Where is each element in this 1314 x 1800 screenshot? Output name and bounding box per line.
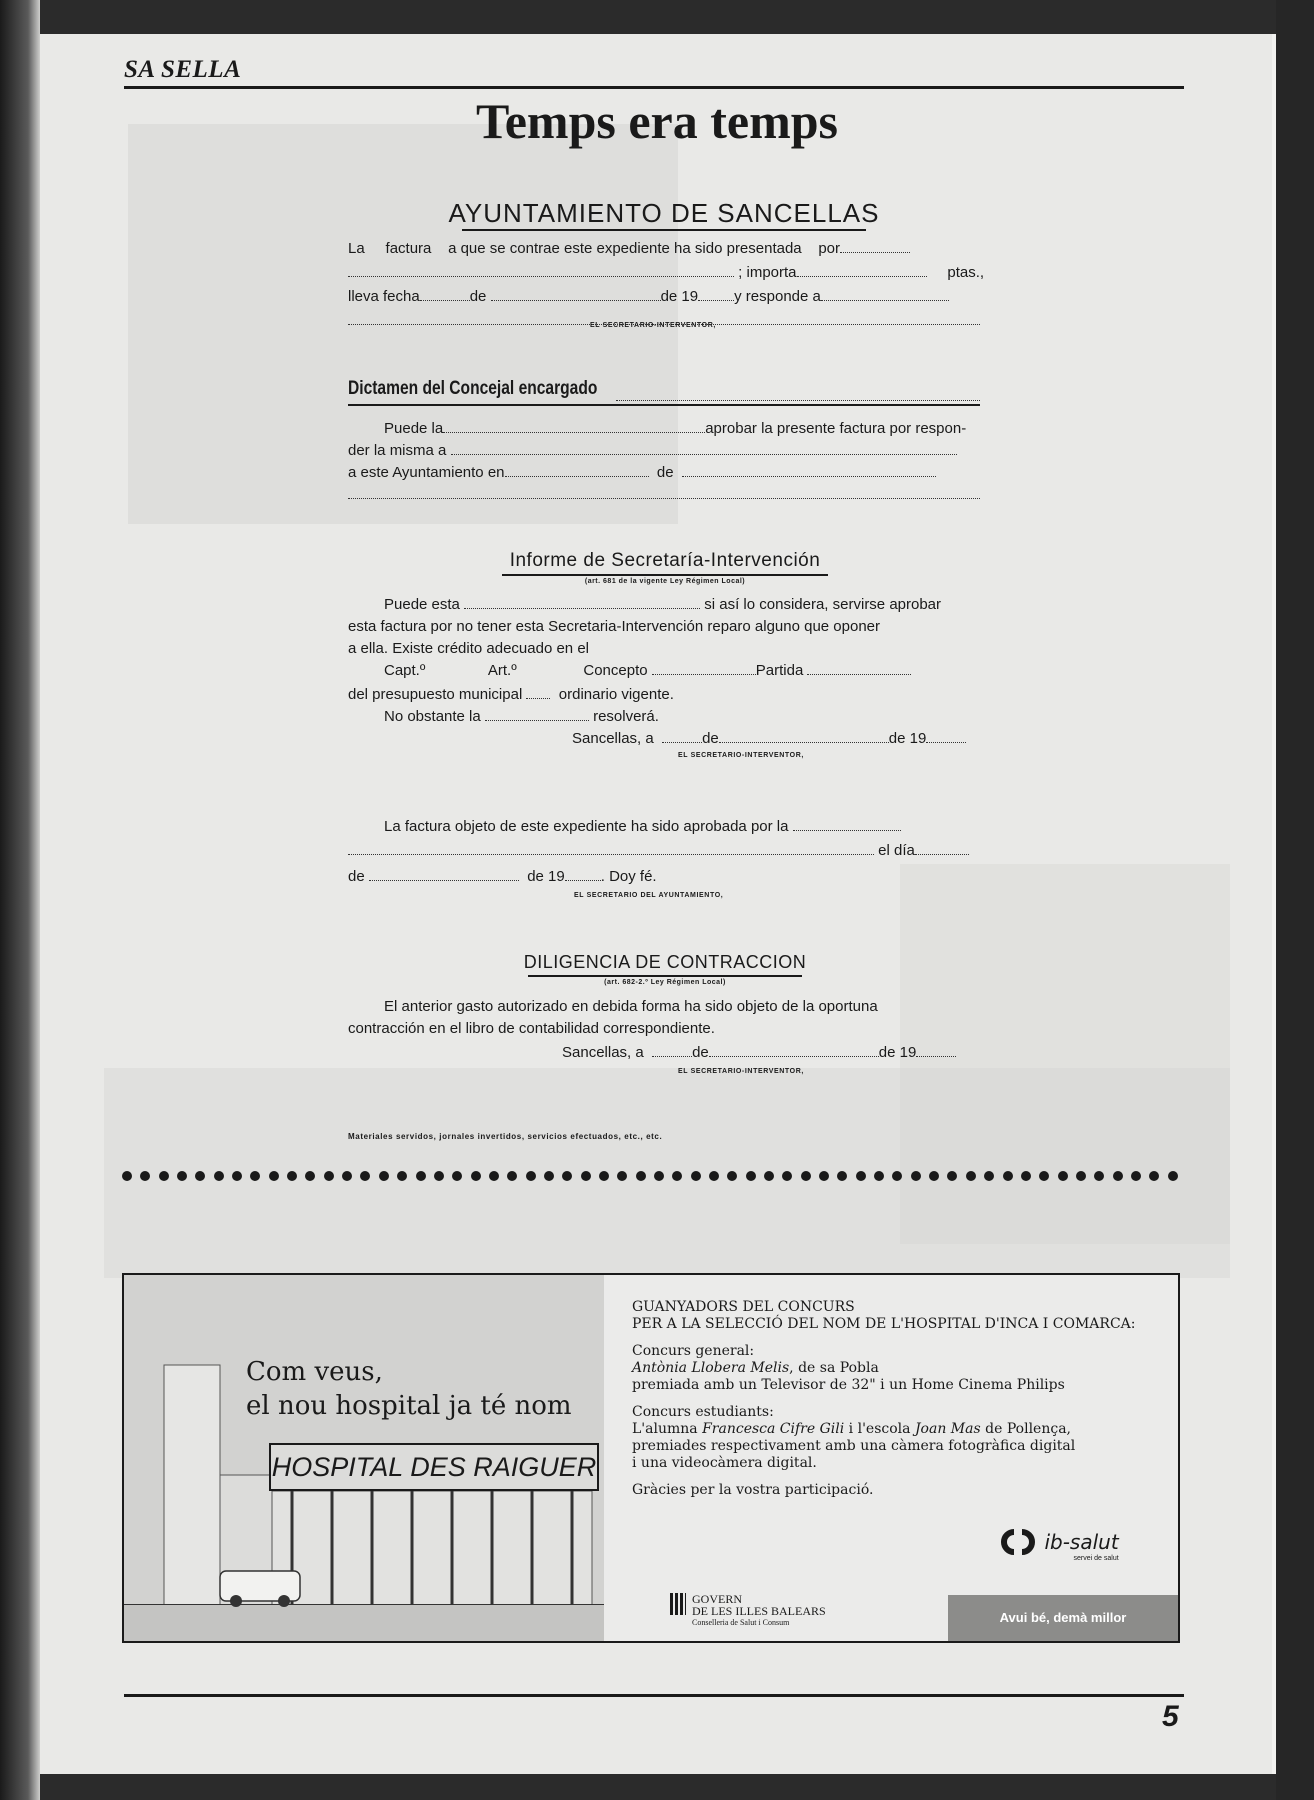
dictamen-line-2: der la misma a (348, 442, 957, 459)
informe-rule (502, 574, 828, 576)
winners-title: GUANYADORS DEL CONCURS PER A LA SELECCIÓ DEL NOM DE L'HOSPITAL D'INCA I COMARCA: (632, 1299, 1136, 1332)
informe-subheading: (art. 681 de la vigente Ley Régimen Local) (584, 578, 746, 585)
informe-line-6: No obstante la resolverá. (384, 708, 659, 725)
separator-dot (1003, 1171, 1013, 1181)
separator-dot (471, 1171, 481, 1181)
separator-dot (727, 1171, 737, 1181)
informe-line-2: esta factura por no tener esta Secretaria-Intervención reparo alguno que oponer (348, 618, 881, 635)
footer-rule (124, 1694, 1184, 1697)
separator-dot (746, 1171, 756, 1181)
separator-dot (599, 1171, 609, 1181)
separator-dot (874, 1171, 884, 1181)
office-heading: AYUNTAMIENTO DE SANCELLAS (448, 198, 880, 228)
intro-line-3: lleva fecha de de 19 y responde a (348, 288, 949, 305)
govern-logo: GOVERN DE LES ILLES BALEARS Conselleria de Salut i Consum (670, 1593, 826, 1629)
separator-dot (562, 1171, 572, 1181)
separator-dot (966, 1171, 976, 1181)
separator-dot (617, 1171, 627, 1181)
informe-line-7: Sancellas, a de de 19 (572, 730, 966, 747)
separator-dot (287, 1171, 297, 1181)
page-title: Temps era temps (475, 93, 838, 149)
separator-dot (801, 1171, 811, 1181)
separator-dot (709, 1171, 719, 1181)
separator-dot (324, 1171, 334, 1181)
ad-slogan: Avui bé, demà millor (948, 1595, 1178, 1641)
separator-dot (195, 1171, 205, 1181)
diligencia-subheading: (art. 682-2.º Ley Régimen Local) (604, 979, 726, 986)
separator-dot (434, 1171, 444, 1181)
separator-dot (452, 1171, 462, 1181)
dictamen-line-4 (348, 486, 980, 503)
diligencia-line-3: Sancellas, a de de 19 (562, 1044, 956, 1061)
separator-dot (416, 1171, 426, 1181)
diligencia-rule (528, 975, 802, 977)
separator-dot (489, 1171, 499, 1181)
separator-dot (360, 1171, 370, 1181)
ibsalut-icon (1000, 1529, 1040, 1555)
footer-note: Materiales servidos, jornales invertidos, servicios efectuados, etc., etc. (348, 1132, 663, 1141)
dictamen-line-1: Puede la aprobar la presente factura por respon- (384, 420, 967, 437)
diligencia-heading: DILIGENCIA DE CONTRACCION (523, 952, 807, 972)
separator-dot (159, 1171, 169, 1181)
separator-dot (232, 1171, 242, 1181)
separator-dot (581, 1171, 591, 1181)
intro-line-2: ; importa ptas., (348, 264, 984, 281)
aprobacion-signature: EL SECRETARIO DEL AYUNTAMIENTO, (574, 892, 724, 899)
intro-signature: EL SECRETARIO-INTERVENTOR, (590, 322, 716, 329)
separator-dot (379, 1171, 389, 1181)
separator-dot (654, 1171, 664, 1181)
govern-shield-icon (670, 1593, 686, 1615)
separator-dot (691, 1171, 701, 1181)
thanks: Gràcies per la vostra participació. (632, 1482, 874, 1498)
intro-line-1: La factura a que se contrae este expediente ha sido presentada por (348, 240, 910, 257)
dictamen-line-3: a este Ayuntamiento en de (348, 464, 936, 481)
separator-dot (947, 1171, 957, 1181)
book-spine (0, 0, 40, 1800)
separator-dot (984, 1171, 994, 1181)
separator-dot (819, 1171, 829, 1181)
aprobacion-line-3: de de 19 . Doy fé. (348, 868, 657, 885)
separator-dot (342, 1171, 352, 1181)
separator-dot (140, 1171, 150, 1181)
aprobacion-line-2: el día (348, 842, 969, 859)
separator-dot (672, 1171, 682, 1181)
students-contest: Concurs estudiants: L'alumna Francesca Cifre Gili i l'escola Joan Mas de Pollença, premiades respectivament amb una càmera fotogràfica digital i una videocàmera digital. (632, 1404, 1076, 1471)
ibsalut-logo: ib-salut servei de salut (1000, 1529, 1119, 1562)
separator-dot (177, 1171, 187, 1181)
separator-dot (892, 1171, 902, 1181)
aprobacion-line-1: La factura objeto de este expediente ha sido aprobada por la (384, 818, 901, 835)
separator-dot (526, 1171, 536, 1181)
separator-dot (269, 1171, 279, 1181)
separator-dot (911, 1171, 921, 1181)
informe-line-1: Puede esta si así lo considera, servirse aprobar (384, 596, 942, 613)
separator-dot (1094, 1171, 1104, 1181)
general-contest: Concurs general: Antònia Llobera Melis, de sa Pobla premiada amb un Televisor de 32" i un Home Cinema Philips (632, 1343, 1065, 1393)
separator-dot (1058, 1171, 1068, 1181)
separator-dot (507, 1171, 517, 1181)
separator-dot (544, 1171, 554, 1181)
informe-line-3: a ella. Existe crédito adecuado en el (348, 640, 589, 657)
informe-signature: EL SECRETARIO-INTERVENTOR, (678, 752, 804, 759)
separator-dot (837, 1171, 847, 1181)
separator-dot (214, 1171, 224, 1181)
ad-headline-line-1: Com veus, (246, 1357, 383, 1387)
diligencia-line-1: El anterior gasto autorizado en debida forma ha sido objeto de la oportuna (384, 998, 878, 1015)
dictamen-rule (348, 404, 980, 406)
separator-dot (764, 1171, 774, 1181)
separator-dot (636, 1171, 646, 1181)
dotted-separator (122, 1171, 1178, 1181)
diligencia-signature: EL SECRETARIO-INTERVENTOR, (678, 1068, 804, 1075)
separator-dot (1149, 1171, 1159, 1181)
page-number: 5 (1162, 1700, 1179, 1733)
separator-dot (856, 1171, 866, 1181)
diligencia-line-2: contracción en el libro de contabilidad correspondiente. (348, 1020, 715, 1037)
separator-dot (1039, 1171, 1049, 1181)
ad-headline-line-2: el nou hospital ja té nom (246, 1391, 572, 1421)
dictamen-heading-fill (616, 388, 980, 405)
separator-dot (305, 1171, 315, 1181)
separator-dot (397, 1171, 407, 1181)
ad-headline (246, 1355, 572, 1423)
separator-dot (122, 1171, 132, 1181)
separator-dot (1113, 1171, 1123, 1181)
informe-line-4: Capt.º Art.º Concepto Partida (384, 662, 911, 679)
hospital-sign: HOSPITAL DES RAIGUER (269, 1443, 599, 1491)
separator-dot (250, 1171, 260, 1181)
office-rule (462, 229, 866, 231)
separator-dot (1076, 1171, 1086, 1181)
separator-dot (1168, 1171, 1178, 1181)
header-rule (124, 86, 1184, 89)
dictamen-heading: Dictamen del Concejal encargado (348, 378, 598, 399)
informe-heading: Informe de Secretaría-Intervención (509, 550, 821, 571)
informe-line-5: del presupuesto municipal ordinario vigente. (348, 686, 674, 703)
hospital-advertisement (122, 1273, 1180, 1643)
separator-dot (1131, 1171, 1141, 1181)
book-edge (1276, 0, 1314, 1800)
separator-dot (929, 1171, 939, 1181)
separator-dot (782, 1171, 792, 1181)
magazine-label: SA SELLA (124, 56, 242, 83)
winners-text (632, 1299, 1172, 1509)
separator-dot (1021, 1171, 1031, 1181)
